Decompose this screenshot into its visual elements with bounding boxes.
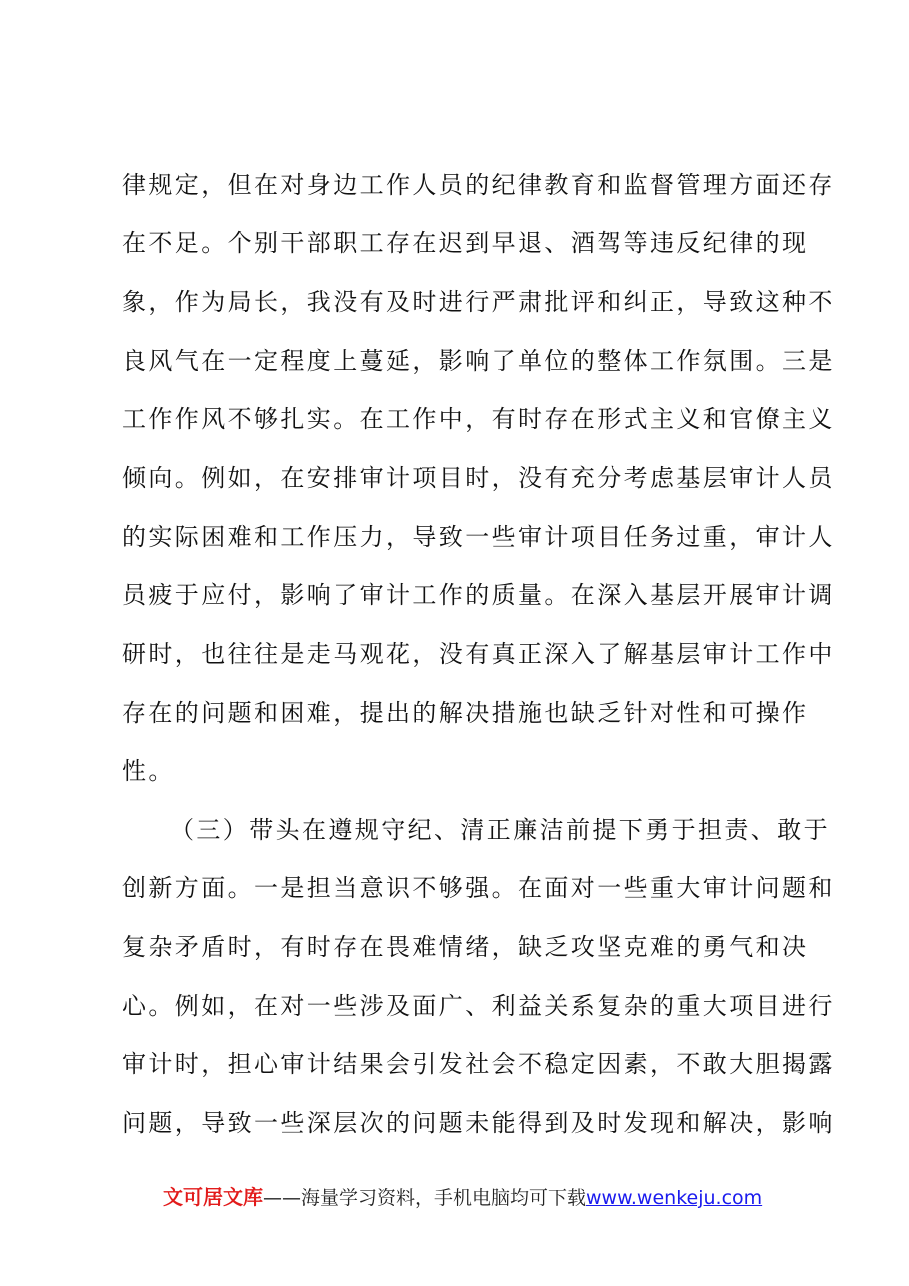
body-text-line: 倾向。例如，在安排审计项目时，没有充分考虑基层审计人员	[122, 464, 835, 492]
body-text-line: 问题，导致一些深层次的问题未能得到及时发现和解决，影响	[122, 1109, 835, 1137]
footer-link[interactable]: www.wenkeju.com	[586, 1187, 763, 1209]
body-text-line: 研时，也往往是走马观花，没有真正深入了解基层审计工作中	[122, 640, 835, 668]
body-text-line: 性。	[122, 757, 175, 785]
body-text-line: 的实际困难和工作压力，导致一些审计项目任务过重，审计人	[122, 523, 835, 551]
body-text-line: 创新方面。一是担当意识不够强。在面对一些重大审计问题和	[122, 874, 835, 902]
body-text-line: 审计时，担心审计结果会引发社会不稳定因素，不敢大胆揭露	[122, 1050, 835, 1078]
body-text-line: 员疲于应付，影响了审计工作的质量。在深入基层开展审计调	[122, 581, 835, 609]
footer-brand: 文可居文库	[163, 1185, 263, 1209]
footer-tagline: ——海量学习资料，手机电脑均可下载	[263, 1187, 587, 1209]
body-text-line: 象，作为局长，我没有及时进行严肃批评和纠正，导致这种不	[122, 288, 835, 316]
body-text-line: 良风气在一定程度上蔓延，影响了单位的整体工作氛围。三是	[122, 347, 835, 375]
body-text-line: 在不足。个别干部职工存在迟到早退、酒驾等违反纪律的现	[122, 229, 809, 257]
body-text-line: 存在的问题和困难，提出的解决措施也缺乏针对性和可操作	[122, 699, 809, 727]
body-text-line: 工作作风不够扎实。在工作中，有时存在形式主义和官僚主义	[122, 405, 835, 433]
section-heading-line: （三）带头在遵规守纪、清正廉洁前提下勇于担责、敢于	[170, 816, 830, 844]
footer-banner	[163, 1184, 803, 1211]
body-text-line: 律规定，但在对身边工作人员的纪律教育和监督管理方面还存	[122, 171, 835, 199]
body-text-line: 复杂矛盾时，有时存在畏难情绪，缺乏攻坚克难的勇气和决	[122, 933, 809, 961]
body-text-line: 心。例如，在对一些涉及面广、利益关系复杂的重大项目进行	[122, 992, 835, 1020]
